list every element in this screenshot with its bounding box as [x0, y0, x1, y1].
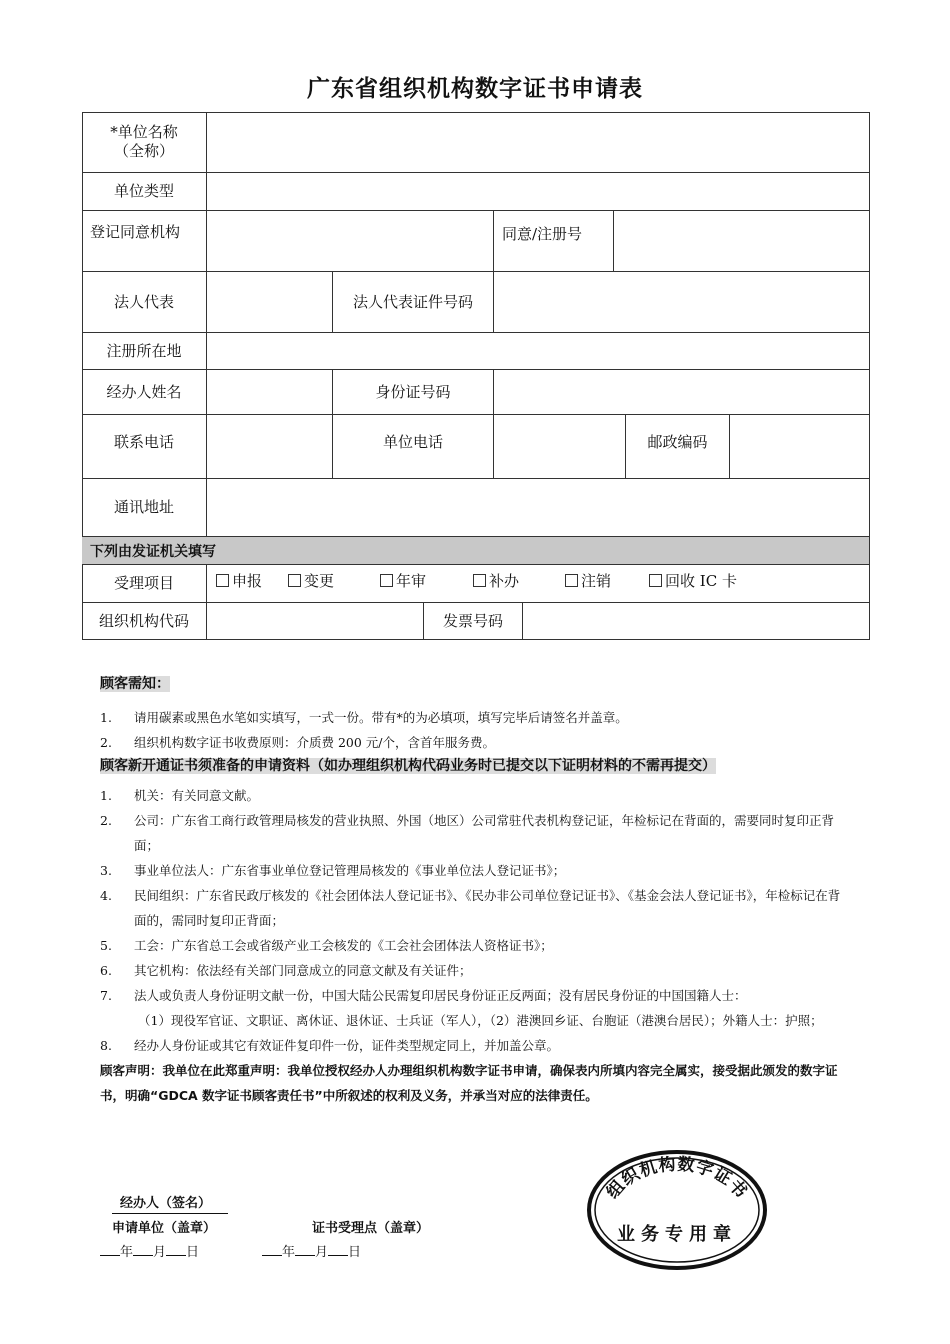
issuer-date: 年 月 日	[262, 1241, 361, 1260]
postcode-field[interactable]	[730, 415, 870, 479]
id-number-field[interactable]	[494, 370, 870, 415]
org-code-field[interactable]	[207, 603, 424, 640]
checkbox-icon	[473, 574, 486, 587]
accept-item-declare[interactable]: 申报	[216, 570, 262, 591]
business-seal-stamp	[585, 1148, 769, 1272]
accept-item-recall-ic-card[interactable]: 回收 IC 卡	[649, 570, 737, 591]
reg-number-label: 同意/注册号	[494, 211, 614, 272]
phone-label: 联系电话	[82, 415, 207, 479]
accept-item-annual-review[interactable]: 年审	[380, 570, 426, 591]
notice-section	[100, 672, 852, 1108]
handler-name-field[interactable]	[207, 370, 333, 415]
invoice-label: 发票号码	[424, 603, 523, 640]
unit-type-label: 单位类型	[82, 173, 207, 211]
reg-number-field[interactable]	[614, 211, 870, 272]
accept-item-reissue[interactable]: 补办	[473, 570, 519, 591]
org-code-label: 组织机构代码	[82, 603, 207, 640]
accept-items-label: 受理项目	[82, 565, 207, 603]
accept-item-change[interactable]: 变更	[288, 570, 334, 591]
unit-name-label-sub: （全称）	[113, 142, 174, 160]
reg-authority-field[interactable]	[207, 211, 494, 272]
material-item: 6. 其它机构：依法经有关部门同意成立的同意文献及有关证件；	[100, 963, 472, 978]
stamp-top-text: 组织机构数字证书	[602, 1154, 752, 1203]
reg-address-label: 注册所在地	[82, 333, 207, 370]
applicant-date: 年 月 日	[100, 1241, 199, 1260]
material-item: 3. 事业单位法人：广东省事业单位登记管理局核发的《事业单位法人登记证书》；	[100, 863, 566, 878]
unit-phone-field[interactable]	[494, 415, 626, 479]
unit-name-label	[82, 112, 207, 173]
checkbox-icon	[649, 574, 662, 587]
unit-phone-label: 单位电话	[333, 415, 494, 479]
unit-type-field[interactable]	[207, 173, 870, 211]
unit-name-label-text: *单位名称	[110, 123, 178, 141]
stamp-center-text: 业务专用章	[617, 1224, 737, 1245]
notice-heading: 顾客需知：	[100, 676, 170, 692]
checkbox-icon	[565, 574, 578, 587]
material-item: 8. 经办人身份证或其它有效证件复印件一份，证件类型规定同上，并加盖公章。	[100, 1038, 560, 1053]
mail-address-label: 通讯地址	[82, 479, 207, 537]
material-item: 7. 法人或负责人身份证明文献一份，中国大陆公民需复印居民身份证正反两面；没有居民身份证的中国国籍人士：	[100, 988, 747, 1003]
checkbox-icon	[380, 574, 393, 587]
legal-rep-label: 法人代表	[82, 272, 207, 333]
customer-declaration: 顾客声明：我单位在此郑重声明：我单位授权经办人办理组织机构数字证书申请，确保表内所填内容完全属实，接受据此颁发的数字证书，明确“GDCA 数字证书顾客责任书”中所叙述的权利及义务，并承当对应的法律责任。	[100, 1063, 838, 1103]
mail-address-field[interactable]	[207, 479, 870, 537]
postcode-label: 邮政编码	[626, 415, 730, 479]
checkbox-icon	[216, 574, 229, 587]
material-item: 5. 工会：广东省总工会或省级产业工会核发的《工会社会团体法人资格证书》；	[100, 938, 553, 953]
checkbox-icon	[288, 574, 301, 587]
unit-name-field[interactable]	[207, 112, 870, 173]
materials-heading: 顾客新开通证书须准备的申请资料（如办理组织机构代码业务时已提交以下证明材料的不需再提交）	[100, 758, 716, 774]
reg-address-field[interactable]	[207, 333, 870, 370]
issuer-section-header: 下列由发证机关填写	[82, 537, 870, 565]
material-item: 4. 民间组织：广东省民政厅核发的《社会团体法人登记证书》、《民办非公司单位登记证书》、《基金会法人登记证书》，年检标记在背面的，需同时复印正背面；	[100, 888, 841, 928]
material-item: 1. 机关：有关同意文献。	[100, 788, 260, 803]
accept-item-cancel[interactable]: 注销	[565, 570, 611, 591]
reg-authority-label: 登记同意机构	[82, 211, 207, 272]
handler-signature-label: 经办人（签名）	[120, 1196, 212, 1211]
material-item: 2. 公司：广东省工商行政管理局核发的营业执照、外国（地区）公司常驻代表机构登记证，年检标记在背面的，需要同时复印正背面；	[100, 813, 835, 853]
legal-rep-field[interactable]	[207, 272, 333, 333]
notice-item: 2. 组织机构数字证书收费原则：介质费 200 元/个，含首年服务费。	[100, 735, 496, 750]
id-number-label: 身份证号码	[333, 370, 494, 415]
handler-name-label: 经办人姓名	[82, 370, 207, 415]
page-title: 广东省组织机构数字证书申请表	[307, 76, 643, 102]
invoice-field[interactable]	[523, 603, 870, 640]
signature-line	[112, 1213, 228, 1214]
applicant-seal-label: 申请单位（盖章）	[112, 1221, 217, 1236]
phone-field[interactable]	[207, 415, 333, 479]
legal-rep-id-field[interactable]	[494, 272, 870, 333]
material-item-7-continued: （1）现役军官证、文职证、离休证、退休证、士兵证（军人），（2）港澳回乡证、台胞证（港澳台居民）；外籍人士：护照；	[138, 1013, 823, 1028]
issuer-seal-label: 证书受理点（盖章）	[312, 1221, 430, 1236]
legal-rep-id-label: 法人代表证件号码	[333, 272, 494, 333]
notice-item: 1. 请用碳素或黑色水笔如实填写，一式一份。带有*的为必填项，填写完毕后请签名并盖章。	[100, 710, 628, 725]
